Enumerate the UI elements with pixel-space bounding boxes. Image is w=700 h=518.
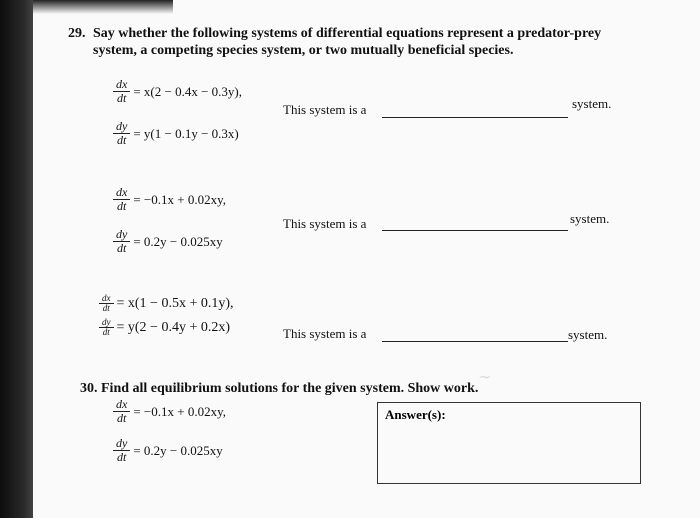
system2-answer-blank[interactable] xyxy=(382,230,568,231)
system1-eq1: $\frac{dx}{dt}$ = x(2 − 0.4x − 0.3y), xyxy=(113,78,242,105)
system3-suffix: system. xyxy=(568,327,608,342)
system1-suffix: system. xyxy=(572,96,612,111)
system1-eq2: $\frac{dy}{dt}$ = y(1 − 0.1y − 0.3x) xyxy=(113,120,239,147)
system2-prefix: This system is a xyxy=(283,216,367,231)
system2-eq2: $\frac{dy}{dt}$ = 0.2y − 0.025xy xyxy=(113,228,223,255)
q30-answer-label: Answer(s): xyxy=(385,407,446,422)
q29-prompt-line1: Say whether the following systems of differential equations represent a predator-prey xyxy=(93,26,602,41)
photo-top-shadow xyxy=(33,0,173,14)
q29-number: 29. xyxy=(68,26,86,41)
q30-prompt: 30. Find all equilibrium solutions for the given system. Show work. xyxy=(80,381,479,396)
system1-eq1-rhs: = x(2 − 0.4x − 0.3y), xyxy=(133,83,242,99)
system3-eq2: $\frac{dy}{dt}$ = y(2 − 0.4y + 0.2x) xyxy=(99,318,230,337)
q30-eq1-rhs: = −0.1x + 0.02xy, xyxy=(133,403,226,419)
system2-eq1: $\frac{dx}{dt}$ = −0.1x + 0.02xy, xyxy=(113,186,226,213)
q29-prompt-line2: system, a competing species system, or two mutually beneficial species. xyxy=(93,43,514,58)
q30-answer-box[interactable] xyxy=(377,402,641,484)
system1-answer-blank[interactable] xyxy=(382,117,568,118)
system1-prefix: This system is a xyxy=(283,102,367,117)
system3-eq1-rhs: = x(1 − 0.5x + 0.1y), xyxy=(116,295,234,311)
system2-suffix: system. xyxy=(570,211,610,226)
system1-eq2-rhs: = y(1 − 0.1y − 0.3x) xyxy=(133,125,239,141)
bleed-through-mark: ∼ xyxy=(478,369,492,386)
system3-eq1: $\frac{dx}{dt}$ = x(1 − 0.5x + 0.1y), xyxy=(99,294,234,313)
q30-eq2-rhs: = 0.2y − 0.025xy xyxy=(133,442,223,458)
system2-eq1-rhs: = −0.1x + 0.02xy, xyxy=(133,191,226,207)
q30-eq2: $\frac{dy}{dt}$ = 0.2y − 0.025xy xyxy=(113,437,223,464)
system3-answer-blank[interactable] xyxy=(382,341,568,342)
system3-eq2-rhs: = y(2 − 0.4y + 0.2x) xyxy=(116,319,231,335)
q30-eq1: $\frac{dx}{dt}$ = −0.1x + 0.02xy, xyxy=(113,398,226,425)
system2-eq2-rhs: = 0.2y − 0.025xy xyxy=(133,233,223,249)
system3-prefix: This system is a xyxy=(283,326,367,341)
